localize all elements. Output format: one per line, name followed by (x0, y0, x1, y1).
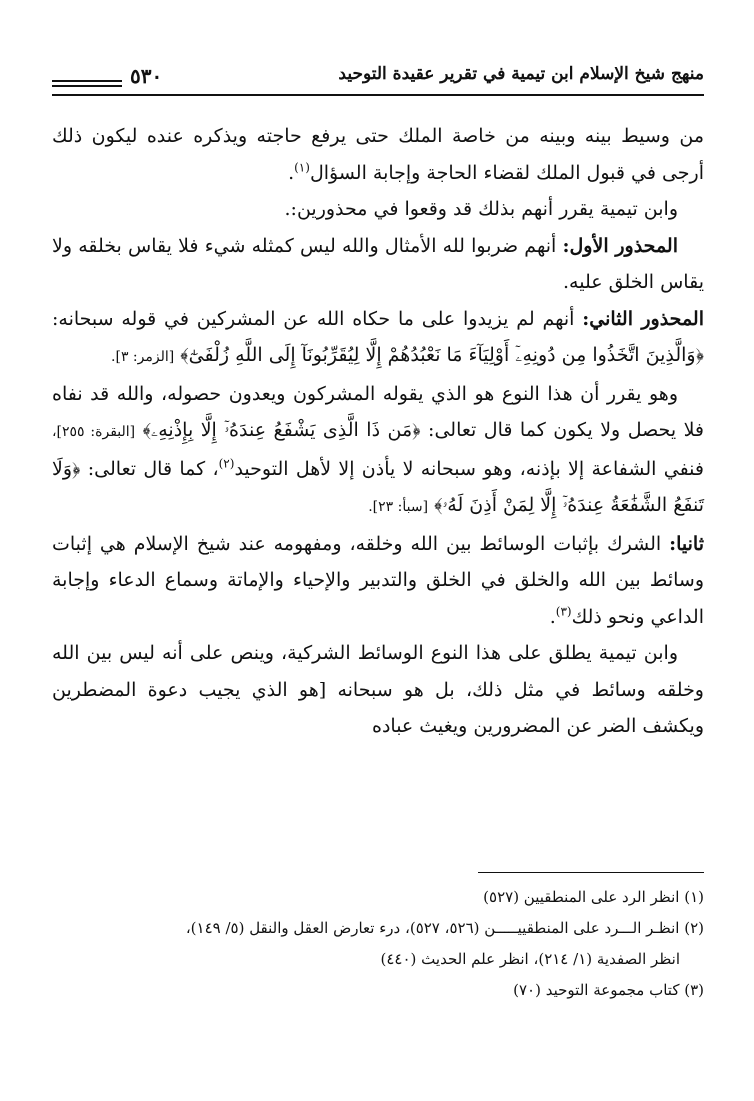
paragraph-1-text: من وسيط بينه وبينه من خاصة الملك حتى يرفع حاجته ويذكره عنده ليكون ذلك أرجى في قبول الملك لقضاء الحاجة وإجابة السؤال (52, 125, 704, 184)
paragraph-2: وابن تيمية يقرر أنهم بذلك قد وقعوا في محذورين:. (284, 198, 678, 220)
paragraph-7: وابن تيمية يطلق على هذا النوع الوسائط الشركية، وينص على أنه ليس بين الله وخلقه وسائط في مثل ذلك، بل هو سبحانه [هو الذي يجيب دعوة المضطرين ويكشف الضر عن المضرورين ويغيث عباده (52, 642, 704, 737)
citation-saba: [سبأ: ٢٣]. (368, 499, 429, 515)
footnotes (52, 882, 704, 1006)
paragraph-5-text-c: ، كما قال تعالى: (87, 457, 219, 480)
citation-zumar: [الزمر: ٣]. (111, 349, 175, 365)
paragraph-4 (52, 301, 704, 376)
quran-verse-saba: ﴿وَلَا تَنفَعُ الشَّفَٰعَةُ عِندَهُۥٓ إِلَّا لِمَنْ أَذِنَ لَهُۥ﴾ (52, 457, 704, 516)
running-header (52, 58, 704, 98)
header-ornament-rules (52, 80, 122, 92)
main-text (52, 118, 704, 745)
footnote-ref-3[interactable]: (٣) (555, 604, 572, 619)
term-first-prohibition: المحذور الأول: (562, 234, 678, 257)
paragraph-3-text: أنهم ضربوا لله الأمثال والله ليس كمثله شيء فلا يقاس بخلقه ولا يقاس الخلق عليه. (52, 234, 704, 293)
paragraph-6-text: الشرك بإثبات الوسائط بين الله وخلقه، ومفهومه عند شيخ الإسلام هي إثبات وسائط بين الله والخلق في الخلق والتدبير والإحياء والإماتة وسماع الدعاء وإجابة الداعي ونحو ذلك (52, 532, 704, 628)
term-second-prohibition: المحذور الثاني: (582, 307, 705, 330)
paragraph-6: ثانيا: الشرك بإثبات الوسائط بين الله وخلقه، ومفهومه عند شيخ الإسلام هي إثبات وسائط بين الله والخلق في الخلق والتدبير والإحياء والإماتة وسماع الدعاء وإجابة الداعي ونحو ذلك$^{(٣)}$. (52, 532, 704, 628)
footnote-3: (٣) كتاب مجموعة التوحيد (٧٠) (513, 981, 704, 999)
paragraph-3 (52, 228, 704, 301)
term-secondly: ثانيا: (669, 532, 704, 555)
footnote-2: (٢) انظـر الـــرد على المنطقييـــــن (٥٢٦، ٥٢٧)، درء تعارض العقل والنقل (٥/ ١٤٩)، (185, 919, 704, 937)
paragraph-4-text: أنهم لم يزيدوا على ما حكاه الله عن المشركين في قوله سبحانه: (52, 307, 575, 330)
quran-verse-baqarah: ﴿مَن ذَا الَّذِى يَشْفَعُ عِندَهُۥٓ إِلَّا بِإِذْنِهِۦ﴾ (142, 419, 421, 441)
footnote-ref-2[interactable]: (٢) (218, 456, 235, 471)
header-title: منهج شيخ الإسلام ابن تيمية في تقرير عقيدة التوحيد (338, 64, 704, 84)
footnote-2-continued: انظر الصفدية (١/ ٢١٤)، انظر علم الحديث (٤٤٠) (380, 950, 680, 968)
citation-baqarah: [البقرة: ٢٥٥]، (52, 424, 136, 440)
paragraph-5-text-a: وهو يقرر أن هذا النوع هو الذي يقوله المشركون ويعدون حصوله، والله قد نفاه فلا يحصل ولا يكون كما قال تعالى: (52, 382, 704, 441)
page-number: ٥٣٠ (130, 64, 163, 88)
footnote-1: (١) انظر الرد على المنطقيين (٥٢٧) (483, 888, 704, 906)
header-rule-1 (52, 80, 122, 82)
paragraph-5 (52, 376, 704, 526)
paragraph-5-text-b: فنفي الشفاعة إلا بإذنه، وهو سبحانه لا يأذن إلا لأهل التوحيد (234, 457, 704, 480)
header-rule-2 (52, 85, 122, 87)
header-divider (52, 94, 704, 96)
quran-verse-zumar: ﴿وَالَّذِينَ اتَّخَذُوا مِن دُونِهِۦٓ أَوْلِيَآءَ مَا نَعْبُدُهُمْ إِلَّا لِيُقَرِّبُونَآ إِلَى اللَّهِ زُلْفَىٰٓ﴾ (180, 344, 704, 366)
footnote-divider (478, 872, 704, 873)
footnote-ref-1[interactable]: (١) (294, 160, 310, 175)
paragraph-1: من وسيط بينه وبينه من خاصة الملك حتى يرفع حاجته ويذكره عنده ليكون ذلك أرجى في قبول الملك لقضاء الحاجة وإجابة السؤال$^{(١)}$. (52, 125, 704, 184)
